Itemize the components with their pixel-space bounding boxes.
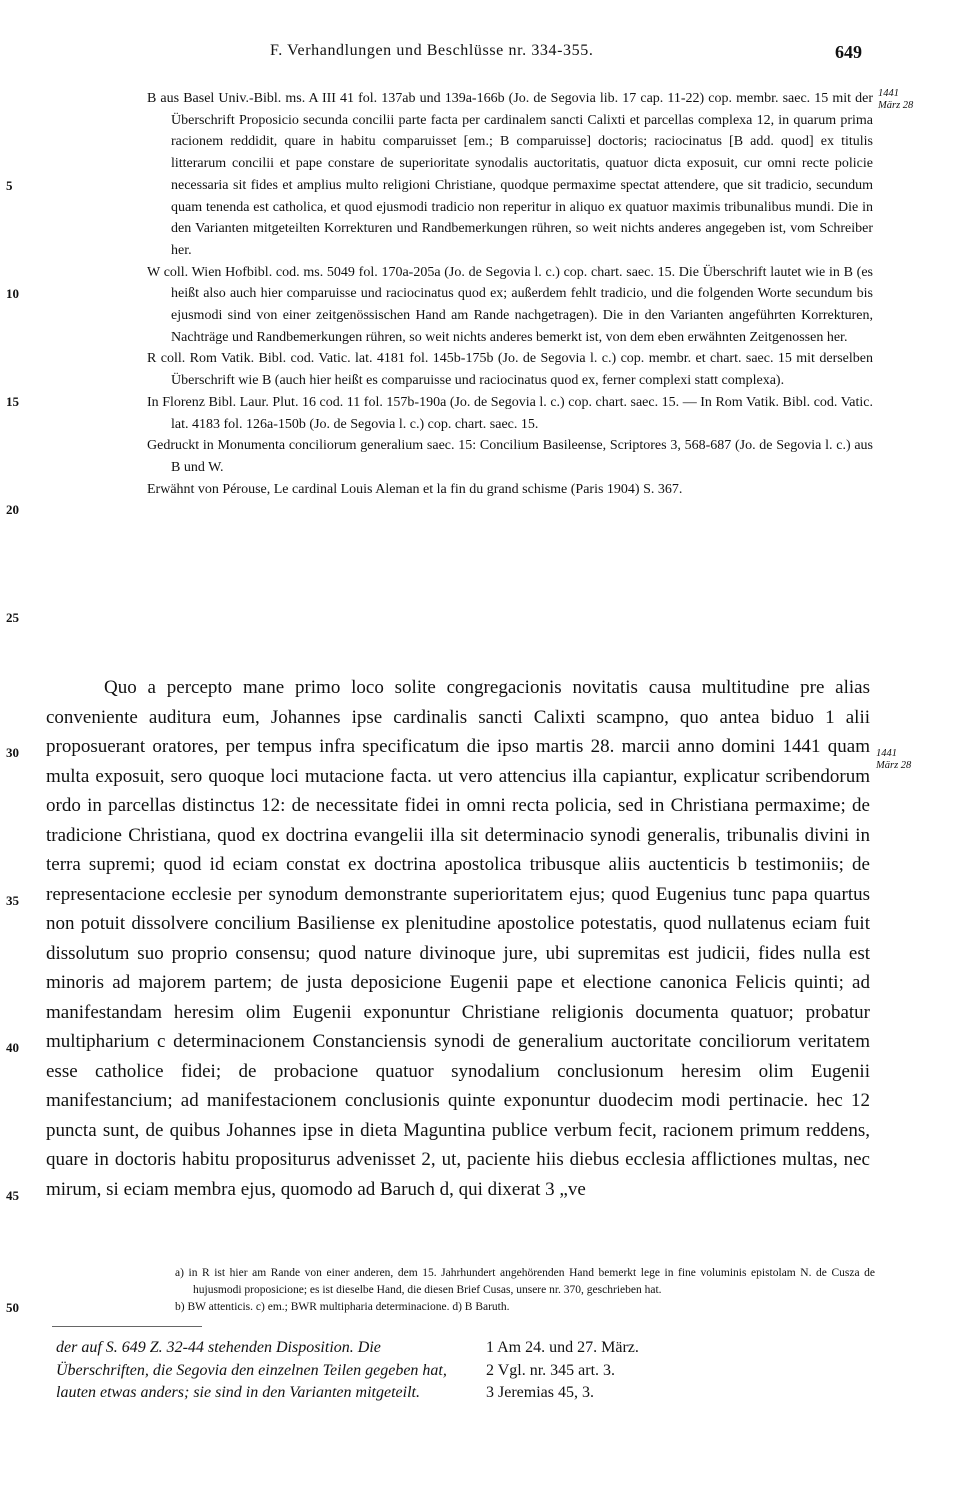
line-number: 10 xyxy=(6,286,19,301)
line-number: 30 xyxy=(6,745,19,760)
apparatus-entry-gedruckt: Gedruckt in Monumenta conciliorum generalium saec. 15: Concilium Basileense, Scriptores 3, 568-687 (Jo. de Segovia l. c.) aus B und W. xyxy=(147,438,873,475)
line-number: 5 xyxy=(6,178,13,193)
numbered-footnote: 1 Am 24. und 27. März. xyxy=(486,1339,639,1356)
margin-date xyxy=(878,88,913,112)
footnote-d: d) B Baruth. xyxy=(452,1301,510,1313)
margin-year: 1441 xyxy=(876,748,897,759)
footnote-c: c) em.; BWR multipharia determinacione. xyxy=(255,1301,450,1313)
numbered-footnote: 3 Jeremias 45, 3. xyxy=(486,1384,594,1401)
margin-day: März 28 xyxy=(878,100,914,111)
line-number: 20 xyxy=(6,502,19,517)
lettered-footnotes xyxy=(175,1265,875,1316)
page-number: 649 xyxy=(835,42,862,62)
apparatus-entry-florenz: In Florenz Bibl. Laur. Plut. 16 cod. 11 fol. 157b-190a (Jo. de Segovia l. c.) cop. chart. saec. 15. — In Rom Vatik. Bibl. cod. Vatic. lat. 4183 fol. 126a-150b (Jo. de Segovia l. c.) cop. chart. saec. 15. xyxy=(147,394,873,432)
main-text xyxy=(46,673,870,1204)
line-number: 25 xyxy=(6,610,19,625)
apparatus-entry-R: R coll. Rom Vatik. Bibl. cod. Vatic. lat. 4181 fol. 145b-175b (Jo. de Segovia l. c.) cop. membr. et chart. saec. 15 mit derselben Überschrift wie B (auch hier heißt es comparuisse und raciocinatus quod ex, ferner complexi statt complexa). xyxy=(147,351,873,389)
footnote-divider xyxy=(52,1326,202,1327)
main-paragraph: Quo a percepto mane primo loco solite congregacionis novitatis causa multitudine pre alias conveniente auditura eum, Johannes ipse cardinalis sancti Calixti scampno, quo antea biduo 1 alii proposuerant oratores, per tempus infra specificatum die ipso martis 28. marcii anno domini 1441 quam multa exposuit, sero quoque loci mutacione facta. ut vero attencius illa capiantur, explicatur scribendorum ordo in parcellas distinctus 12: de necessitate fidei in omni recta policia, sed in Christiana permaxime; de tradicione Christiana, quod ex doctrina evangelii illa sit determinacio synodi generalis, tribunalis divini in terra supremi; quod id eciam constat ex doctrina apostolica tribusque aliis auctenticis b testimoniis; de representacione ecclesie per synodum demonstrante superioritatem ejus; quod Eugenius tunc papa quartus non potuit dissolvere concilium Basiliense ex plenitudine apostolice potestatis, quod nullatenus eciam fuit dissolutum suo proprio consensu; quod nature divinoque jure, ubi supremitas est judicii, fides nulla est minoris ad majorem partem; de justa deposicione Eugenii pape et electione canonica Felicis quinti; ad manifestandam heresim olim Eugenii exponuntur Christiane religionis documenta quatuor; probatur multipharium c determinacionem Constanciensis synodi de generalium auctoritate conciliorum veritatem esse catholice fidei; de probacione quatuor synodalium conclusionum heresim olim Eugenii manifestancium; ad manifestacionem conclusionis quinte exponuntur duodecim modi pertinacie. hec 12 puncta sunt, de quibus Johannes ipse in dieta Maguntina publice verbum fecit, racionem primum reddens, quare in doctoris habitu propositurus advenisset 2, ut, paciente hiis diebus ecclesia afflictiones multas, nec mirum, si eciam membra ejus, quomodo ad Baruch d, qui dixerat 3 „ve xyxy=(46,677,870,1200)
apparatus-entry-erwaehnt: Erwähnt von Pérouse, Le cardinal Louis Aleman et la fin du grand schisme (Paris 1904) S. 367. xyxy=(147,481,683,497)
footnote-b: b) BW attenticis. xyxy=(175,1301,254,1313)
apparatus-entry-W: W coll. Wien Hofbibl. cod. ms. 5049 fol. 170a-205a (Jo. de Segovia l. c.) cop. chart. saec. 15. Die Überschrift lautet wie in B (es heißt also auch hier comparuisse und raciocinatus quod ex; außerdem fehlt tradicio, und die folgenden Worte secundum bis ejusmodi sind von einer zeitgenössischen Hand am Rande nachgetragen). Die in den Varianten angeführten Korrekturen, Nachträge und Randbemerkungen rühren, so weit nichts anderes bemerkt ist, von dem eben erwähnten Zeitgenossen her. xyxy=(147,264,873,345)
running-header xyxy=(0,42,960,72)
running-title: F. Verhandlungen und Beschlüsse nr. 334-355. xyxy=(270,42,594,59)
line-number: 40 xyxy=(6,1040,19,1055)
margin-day: März 28 xyxy=(876,760,912,771)
line-number: 50 xyxy=(6,1300,19,1315)
numbered-footnote: 2 Vgl. nr. 345 art. 3. xyxy=(486,1361,616,1379)
critical-apparatus xyxy=(147,88,873,500)
apparatus-entry-B: B aus Basel Univ.-Bibl. ms. A III 41 fol. 137ab und 139a-166b (Jo. de Segovia lib. 17 cap. 11-22) cop. membr. saec. 15 mit der Überschrift Proposicio secunda concilii parte facta per cardinalem sancti Calixti et parcellas complexa 12, in quarum prima racionem reddidit, quare in habitu comparuisset [em.; B comparuisse] doctoris; raciocinatus [B add. quod] ex titulis litterarum concilii et pape constare de superioritate synodalis auctoritatis, quatuor dicta exposuit, cur omni recte policie necessaria sit fides et amplius multo religioni Christiane, quodque permaxime spectat attendere, que sit tradicio, secundum quam tenenda est catholica, et quod ejusmodi tradicio non reperitur in aliquo ex quatuor maximis tribunalibus mundi. Die in den Varianten mitgeteilten Korrekturen und Randbemerkungen rühren, so weit nichts anderes angegeben ist, vom Schreiber her. xyxy=(147,91,873,258)
footnote-a: a) in R ist hier am Rande von einer anderen, dem 15. Jahrhundert angehörenden Hand bemerkt lege in fine voluminis epistolam N. de Cusza de hujusmodi proposicione; es ist dieselbe Hand, die diesen Brief Cusas, unsere nr. 370, geschrieben hat. xyxy=(175,1267,875,1296)
margin-year: 1441 xyxy=(878,88,899,99)
line-number: 45 xyxy=(6,1188,19,1203)
margin-date xyxy=(876,748,911,772)
numbered-footnotes xyxy=(486,1337,786,1405)
line-number: 35 xyxy=(6,893,19,908)
line-number: 15 xyxy=(6,394,19,409)
continued-note: der auf S. 649 Z. 32-44 stehenden Disposition. Die Überschriften, die Segovia den einzelnen Teilen gegeben hat, lauten etwas anders; sie sind in den Varianten mitgeteilt. xyxy=(56,1339,447,1401)
footnote-b-c-d xyxy=(175,1299,875,1316)
